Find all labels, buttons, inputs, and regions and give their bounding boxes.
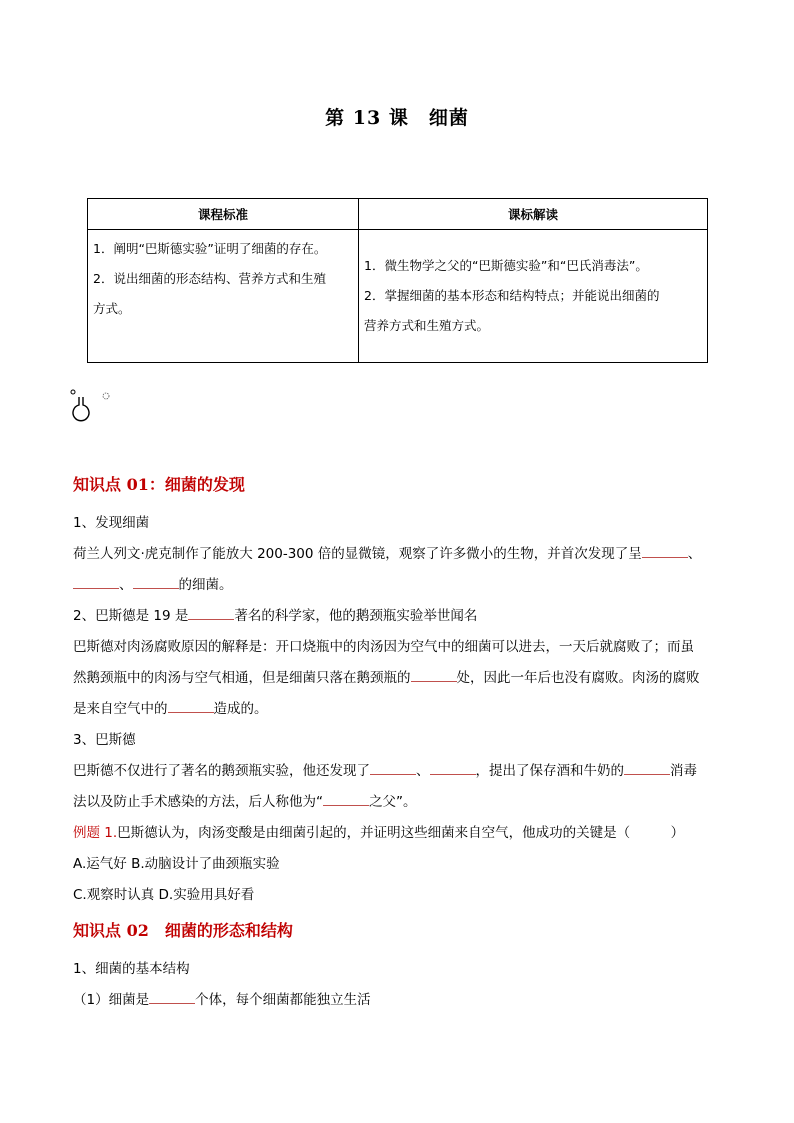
kp2-section-1-title: 1、细菌的基本结构 [73,961,190,977]
knowledge-point-1-heading: 知识点 01：细菌的发现 [73,475,245,494]
page-title: 第 13 课 细菌 [325,107,469,129]
curriculum-table [87,198,708,363]
blank[interactable] [188,605,234,620]
standard-line-1: 1．阐明“巴斯德实验”证明了细菌的存在。 [93,241,327,256]
example-options-1: A.运气好 B.动脑设计了曲颈瓶实验 [73,856,280,872]
section-1-text: 荷兰人列文·虎克制作了能放大 200-300 倍的显微镜，观察了许多微小的生物，并首次发现了呈 、 [73,542,723,562]
blank[interactable] [411,667,457,682]
example-options-2: C.观察时认真 D.实验用具好看 [73,887,255,903]
section-2-para-1: 巴斯德对肉汤腐败原因的解释是：开口烧瓶中的肉汤因为空气中的细菌可以进去，一天后就腐败了；而虽 [73,639,694,655]
interpretation-line-1: 1．微生物学之父的“巴斯德实验”和“巴氏消毒法”。 [364,258,648,273]
blank[interactable] [73,574,119,589]
standard-cell [88,230,359,363]
blank[interactable] [642,543,688,558]
interpretation-line-3: 营养方式和生殖方式。 [364,318,490,333]
kp2-section-1-text: （1）细菌是 个体，每个细菌都能独立生活 [73,988,723,1008]
section-1-text-cont: 、 的细菌。 [73,573,723,593]
section-2-para-3: 是来自空气中的 造成的。 [73,697,723,717]
standard-line-3: 方式。 [93,301,131,316]
interpretation-line-2: 2．掌握细菌的基本形态和结构特点；并能说出细菌的 [364,288,660,303]
knowledge-point-2-heading: 知识点 02 细菌的形态和结构 [73,921,293,940]
example-label: 例题 1. [73,825,118,841]
section-1-title: 1、发现细菌 [73,515,150,531]
section-3-para-1: 巴斯德不仅进行了著名的鹅颈瓶实验，他还发现了 、 ，提出了保存酒和牛奶的 消毒 [73,759,723,779]
standard-line-2: 2．说出细菌的形态结构、营养方式和生殖 [93,271,326,286]
example-question: 例题 1.巴斯德认为，肉汤变酸是由细菌引起的，并证明这些细菌来自空气，他成功的关键是（ ） [73,825,685,841]
blank[interactable] [133,574,179,589]
blank[interactable] [168,698,214,713]
section-3-para-2: 法以及防止手术感染的方法，后人称他为“ 之父”。 [73,790,723,810]
blank[interactable] [624,760,670,775]
blank[interactable] [149,989,195,1004]
interpretation-cell [359,230,708,363]
section-2-title: 2、巴斯德是 19 是 著名的科学家，他的鹅颈瓶实验举世闻名 [73,604,723,624]
table-header-standard: 课程标准 [88,199,359,230]
blank[interactable] [430,760,476,775]
blank[interactable] [370,760,416,775]
flask-icon [70,388,118,428]
section-3-title: 3、巴斯德 [73,732,136,748]
section-2-para-2: 然鹅颈瓶中的肉汤与空气相通，但是细菌只落在鹅颈瓶的 处，因此一年后也没有腐败。肉汤的腐败 [73,666,723,686]
table-header-interpretation: 课标解读 [359,199,708,230]
blank[interactable] [323,791,369,806]
